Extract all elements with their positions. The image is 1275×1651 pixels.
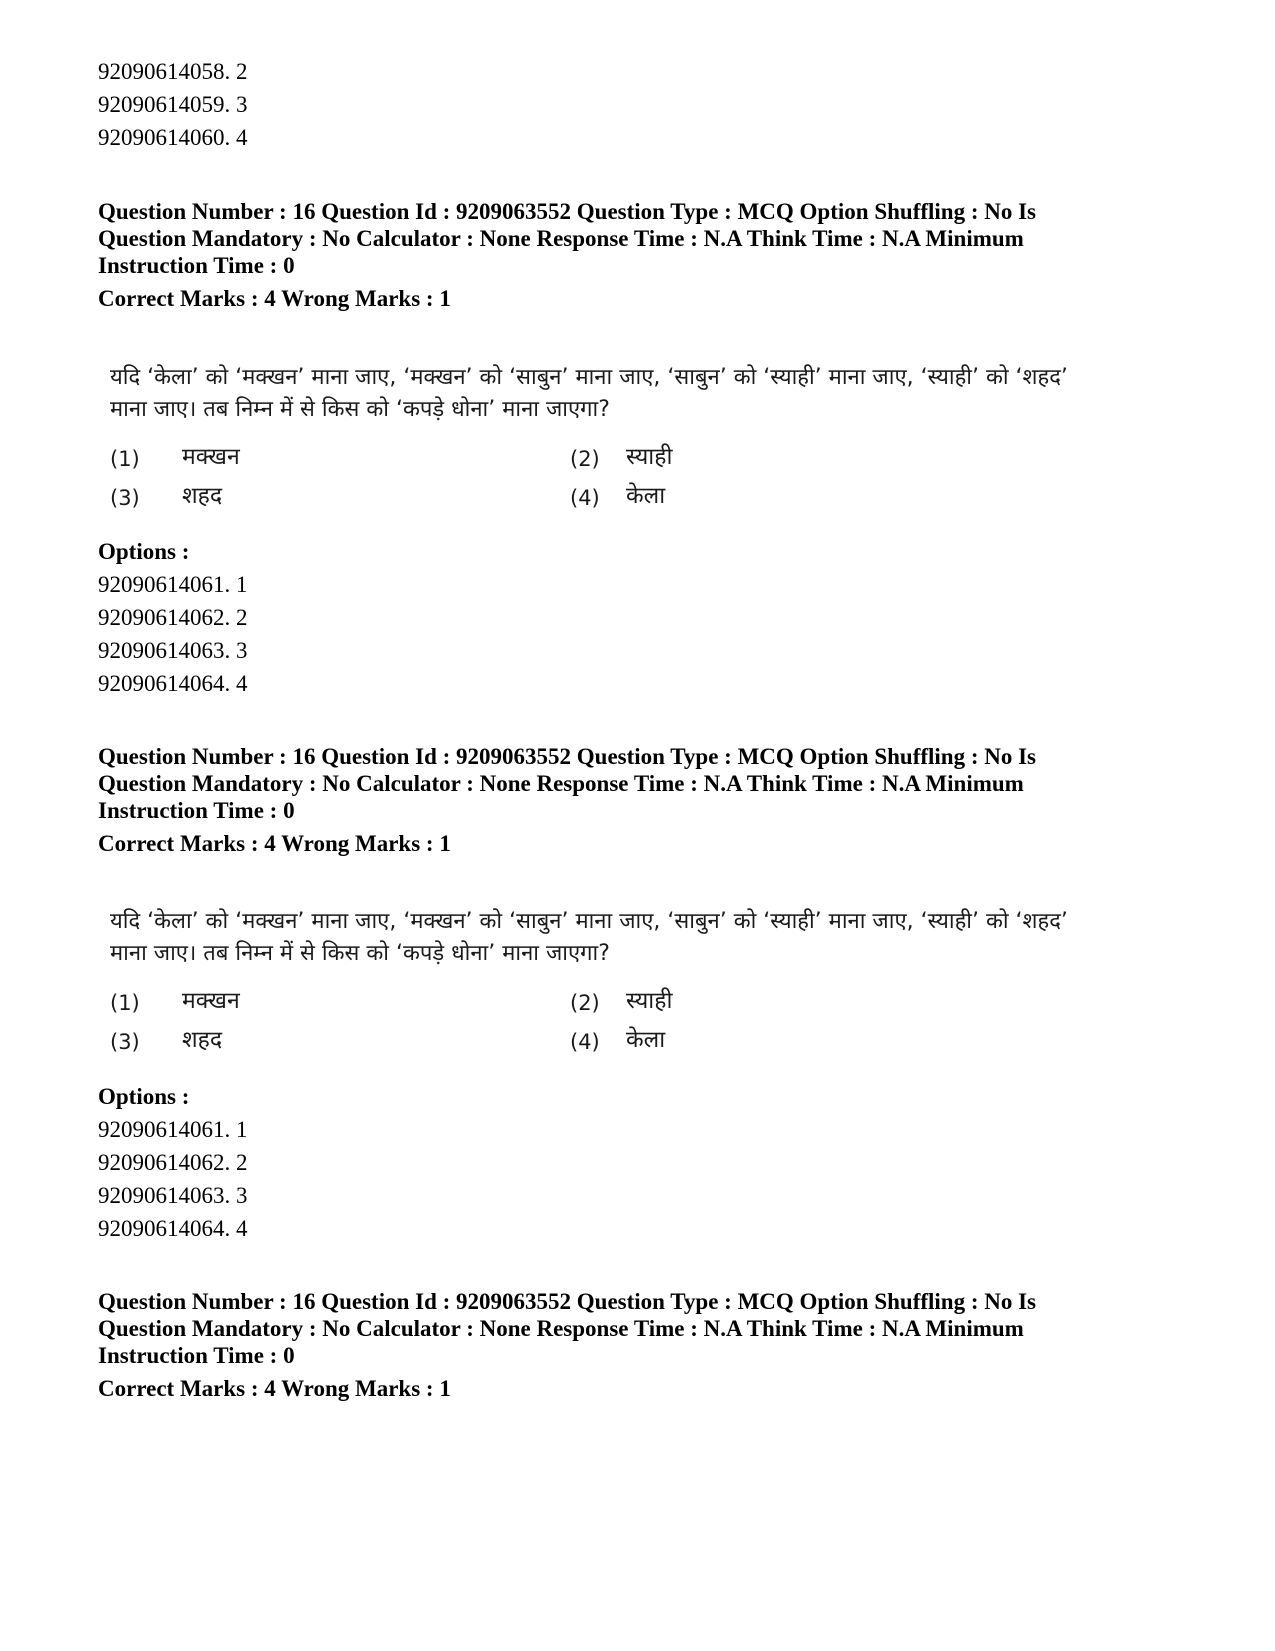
choice-number: (3) — [110, 1030, 140, 1054]
option-line: 92090614059. 3 — [98, 92, 248, 117]
choice-text: मक्खन — [182, 988, 240, 1014]
question-header-line: Instruction Time : 0 — [98, 253, 295, 278]
option-line: 92090614061. 1 — [98, 572, 248, 597]
choice-text: शहद — [182, 1027, 223, 1053]
choice-text: स्याही — [626, 444, 673, 470]
marks-line: Correct Marks : 4 Wrong Marks : 1 — [98, 831, 451, 856]
question-header-line: Instruction Time : 0 — [98, 1343, 295, 1368]
marks-line: Correct Marks : 4 Wrong Marks : 1 — [98, 286, 451, 311]
question-header-line: Question Number : 16 Question Id : 9209063552 Question Type : MCQ Option Shuffling : No Is — [98, 1289, 1037, 1314]
question-header-line: Question Number : 16 Question Id : 9209063552 Question Type : MCQ Option Shuffling : No Is — [98, 744, 1037, 769]
option-line: 92090614061. 1 — [98, 1117, 248, 1142]
option-line: 92090614062. 2 — [98, 1150, 248, 1175]
option-line: 92090614062. 2 — [98, 605, 248, 630]
option-line: 92090614063. 3 — [98, 1183, 248, 1208]
choice-text: शहद — [182, 483, 223, 509]
choice-number: (4) — [570, 486, 600, 510]
question-header-line: Question Mandatory : No Calculator : None Response Time : N.A Think Time : N.A Minimum — [98, 226, 1024, 251]
options-label: Options : — [98, 1084, 190, 1109]
choice-text: केला — [626, 1027, 666, 1053]
option-line: 92090614064. 4 — [98, 671, 248, 696]
choice-text: स्याही — [626, 988, 673, 1014]
option-line: 92090614060. 4 — [98, 125, 248, 150]
option-line: 92090614064. 4 — [98, 1216, 248, 1241]
choice-number: (1) — [110, 447, 140, 471]
choice-number: (2) — [570, 991, 600, 1015]
choice-text: मक्खन — [182, 444, 240, 470]
marks-line: Correct Marks : 4 Wrong Marks : 1 — [98, 1376, 451, 1401]
choice-number: (1) — [110, 991, 140, 1015]
choice-number: (3) — [110, 486, 140, 510]
question-image — [108, 906, 1108, 1066]
options-label: Options : — [98, 539, 190, 564]
option-line: 92090614063. 3 — [98, 638, 248, 663]
choice-number: (2) — [570, 447, 600, 471]
choice-text: केला — [626, 483, 666, 509]
question-text-line: माना जाए। तब निम्न में से किस को ‘कपड़े धोना’ माना जाएगा? — [110, 397, 610, 422]
question-header-line: Question Mandatory : No Calculator : None Response Time : N.A Think Time : N.A Minimum — [98, 771, 1024, 796]
question-text-line: यदि ‘केला’ को ‘मक्खन’ माना जाए, ‘मक्खन’ को ‘साबुन’ माना जाए, ‘साबुन’ को ‘स्याही’ माना जाए, ‘स्याही’ को ‘शहद’ — [110, 909, 1068, 934]
question-image — [108, 362, 1108, 522]
question-header-line: Question Mandatory : No Calculator : None Response Time : N.A Think Time : N.A Minimum — [98, 1316, 1024, 1341]
question-text-line: यदि ‘केला’ को ‘मक्खन’ माना जाए, ‘मक्खन’ को ‘साबुन’ माना जाए, ‘साबुन’ को ‘स्याही’ माना जाए, ‘स्याही’ को ‘शहद’ — [110, 365, 1068, 390]
option-line: 92090614058. 2 — [98, 59, 248, 84]
question-text-line: माना जाए। तब निम्न में से किस को ‘कपड़े धोना’ माना जाएगा? — [110, 941, 610, 966]
choice-number: (4) — [570, 1030, 600, 1054]
question-header-line: Instruction Time : 0 — [98, 798, 295, 823]
question-header-line: Question Number : 16 Question Id : 9209063552 Question Type : MCQ Option Shuffling : No Is — [98, 199, 1037, 224]
